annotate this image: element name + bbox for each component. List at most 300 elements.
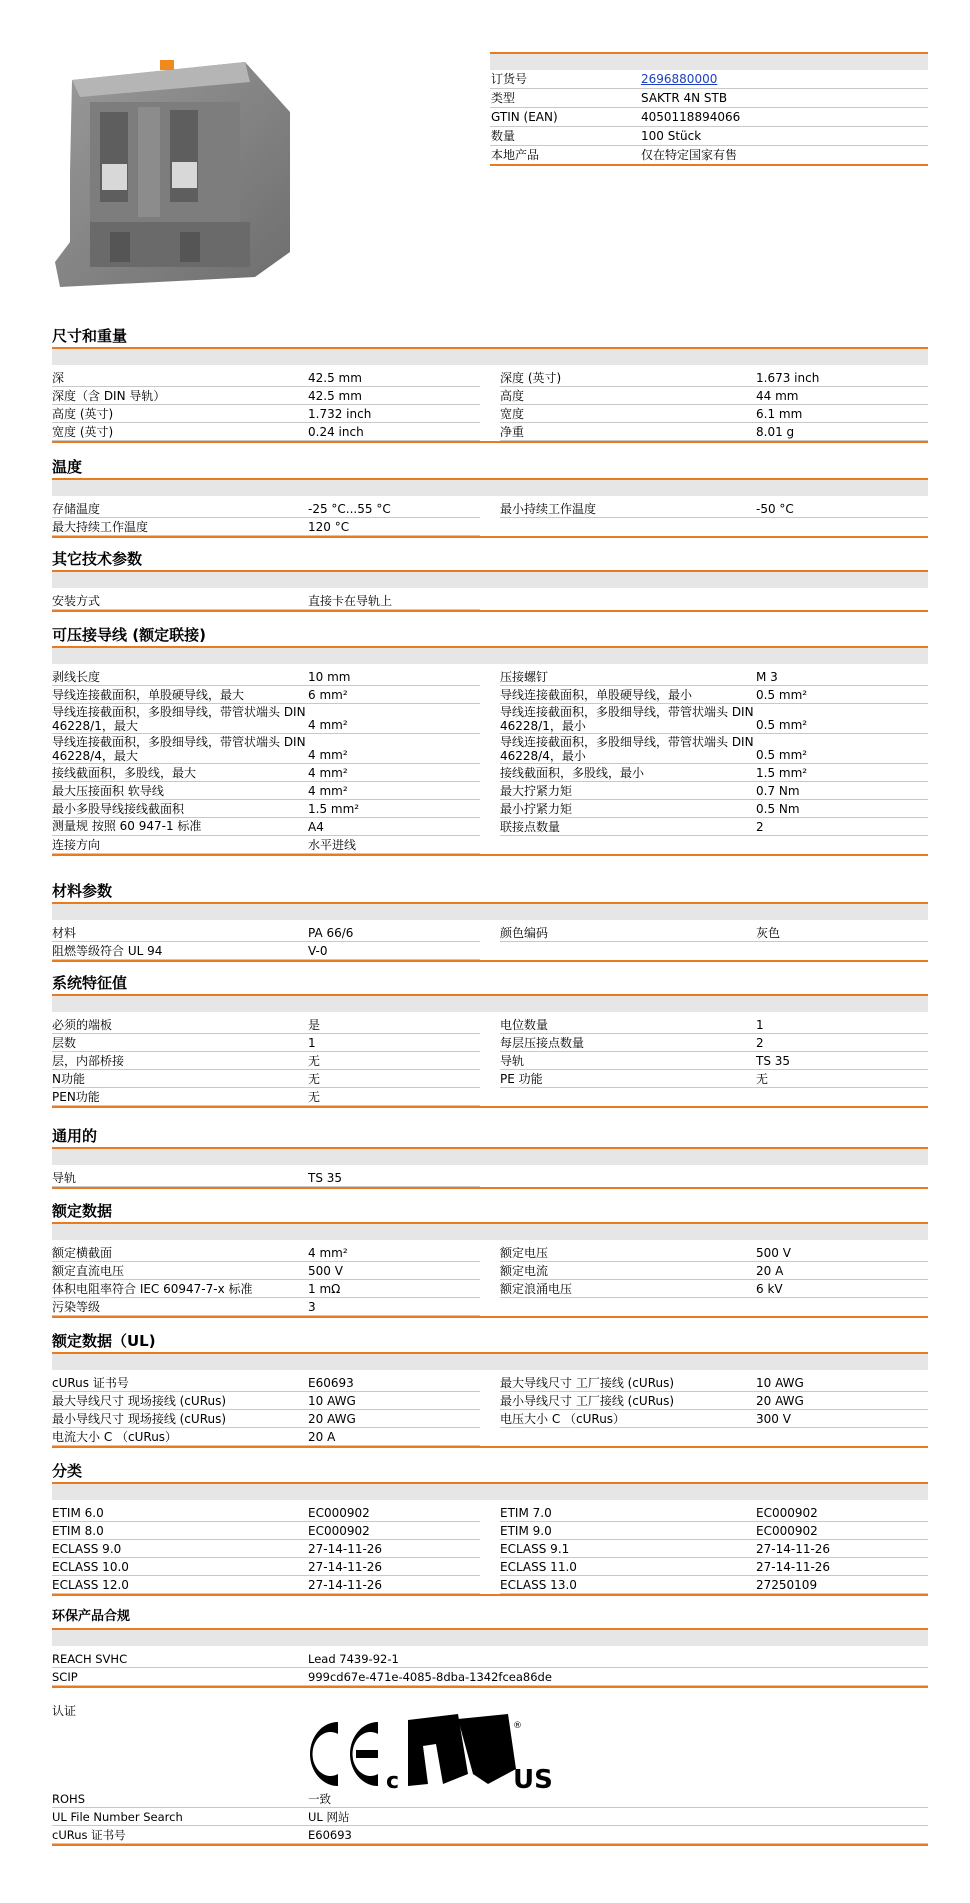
spec-cell	[52, 1392, 480, 1410]
section-other	[52, 548, 928, 612]
spec-value: 20 AWG	[308, 1412, 356, 1426]
spec-cell	[52, 1576, 480, 1594]
spec-label: 深度（含 DIN 导轨）	[52, 389, 166, 403]
info-row	[490, 127, 928, 146]
spec-row	[52, 1169, 928, 1187]
spec-label: 电压大小 C （cURus）	[500, 1412, 626, 1426]
section-rows	[52, 1504, 928, 1596]
spec-cell	[500, 1034, 928, 1052]
info-label: 类型	[491, 91, 516, 105]
info-row	[490, 108, 928, 127]
spec-label: 额定电流	[500, 1264, 549, 1278]
spec-value: 0.5 Nm	[756, 802, 800, 816]
spec-cell	[52, 500, 480, 518]
section-rows	[52, 1016, 928, 1108]
spec-value: 1 mΩ	[308, 1282, 341, 1296]
cert-row-label: ROHS	[52, 1792, 85, 1806]
spec-row	[52, 500, 928, 518]
section-title: 分类	[52, 1462, 83, 1480]
spec-row	[52, 924, 928, 942]
spec-cell	[500, 764, 928, 782]
section-temp	[52, 456, 928, 538]
spec-value: 无	[756, 1072, 769, 1086]
gray-band	[52, 480, 928, 496]
spec-label: 高度 (英寸)	[52, 407, 114, 421]
spec-cell	[500, 704, 928, 734]
spec-cell	[500, 818, 928, 836]
spec-cell	[52, 1070, 480, 1088]
info-label: 数量	[491, 129, 516, 143]
section-title: 环保产品合规	[52, 1609, 131, 1624]
spec-label: 最大压接面积 软导线	[52, 784, 164, 798]
gray-band	[52, 572, 928, 588]
spec-value: 4 mm²	[308, 718, 348, 732]
spec-label: 导线连接截面积，多股细导线，带管状端头 DIN 46228/4，最小	[500, 735, 754, 763]
spec-label: 宽度	[500, 407, 525, 421]
svg-text:®: ®	[513, 1721, 522, 1731]
spec-row	[52, 1522, 928, 1540]
spec-label: 层数	[52, 1036, 77, 1050]
section-material	[52, 880, 928, 962]
spec-cell	[500, 1522, 928, 1540]
spec-value: -50 °C	[756, 502, 794, 516]
spec-row	[52, 387, 928, 405]
spec-value: 无	[308, 1072, 321, 1086]
spec-cell	[500, 668, 928, 686]
spec-label: ETIM 6.0	[52, 1506, 104, 1520]
cert-row-value: 一致	[308, 1792, 331, 1806]
spec-value: 27-14-11-26	[756, 1542, 831, 1556]
spec-label: 阻燃等级符合 UL 94	[52, 944, 163, 958]
spec-cell	[500, 1504, 928, 1522]
spec-row	[52, 592, 928, 610]
spec-label: 安装方式	[52, 594, 101, 608]
spec-value: 0.5 mm²	[756, 748, 808, 762]
info-label: 本地产品	[491, 148, 540, 162]
spec-cell	[52, 1262, 480, 1280]
spec-value: 1.5 mm²	[756, 766, 808, 780]
spec-cell	[52, 1034, 480, 1052]
section-general	[52, 1125, 928, 1189]
spec-row	[52, 1668, 928, 1686]
spec-value: TS 35	[308, 1171, 343, 1185]
spec-value: EC000902	[308, 1506, 370, 1520]
spec-value: 42.5 mm	[308, 371, 362, 385]
spec-cell	[52, 704, 480, 734]
spec-value: 10 mm	[308, 670, 351, 684]
spec-row	[52, 1052, 928, 1070]
gray-band	[52, 1484, 928, 1500]
spec-label: 接线截面积，多股线，最大	[52, 766, 197, 780]
info-label: GTIN (EAN)	[491, 110, 558, 124]
spec-label: 高度	[500, 389, 525, 403]
spec-row	[52, 1016, 928, 1034]
product-image	[50, 52, 295, 287]
spec-value: 999cd67e-471e-4085-8dba-1342fcea86de	[308, 1670, 552, 1684]
spec-value: 500 V	[308, 1264, 343, 1278]
spec-cell	[500, 369, 928, 387]
spec-label: 材料	[52, 926, 77, 940]
spec-label: 净重	[500, 425, 525, 439]
spec-row	[52, 369, 928, 387]
spec-label: 深度 (英寸)	[500, 371, 562, 385]
spec-label: N功能	[52, 1072, 85, 1086]
gray-band	[490, 54, 928, 70]
spec-value: 27-14-11-26	[308, 1578, 383, 1592]
spec-row	[52, 1070, 928, 1088]
spec-cell	[52, 1016, 480, 1034]
spec-label: ECLASS 12.0	[52, 1578, 129, 1592]
spec-value: A4	[308, 820, 324, 834]
spec-value: 6 mm²	[308, 688, 348, 702]
spec-value: 20 A	[756, 1264, 784, 1278]
spec-cell	[52, 836, 480, 854]
spec-value: 1	[308, 1036, 316, 1050]
spec-cell	[52, 1522, 480, 1540]
info-value[interactable]	[641, 70, 928, 88]
spec-value: 1.673 inch	[756, 371, 820, 385]
spec-row	[52, 1540, 928, 1558]
spec-cell	[52, 1826, 928, 1844]
spec-label: 联接点数量	[500, 820, 561, 834]
spec-row	[52, 1558, 928, 1576]
spec-value: 4 mm²	[308, 784, 348, 798]
spec-value: 6 kV	[756, 1282, 783, 1296]
spec-label: 连接方向	[52, 838, 101, 852]
info-row	[490, 89, 928, 108]
spec-value: 0.5 mm²	[756, 688, 808, 702]
spec-label: ECLASS 9.1	[500, 1542, 570, 1556]
spec-value: V-0	[308, 944, 328, 958]
spec-label: 额定电压	[500, 1246, 549, 1260]
spec-label: 压接螺钉	[500, 670, 549, 684]
spec-cell	[52, 1052, 480, 1070]
spec-cell	[500, 423, 928, 441]
spec-label: ECLASS 11.0	[500, 1560, 577, 1574]
cert-row	[52, 1808, 928, 1826]
spec-value: 27-14-11-26	[308, 1542, 383, 1556]
info-row	[490, 146, 928, 166]
spec-value: 1.5 mm²	[308, 802, 360, 816]
spec-cell	[52, 1280, 480, 1298]
spec-label: ECLASS 9.0	[52, 1542, 122, 1556]
spec-row	[52, 818, 928, 836]
spec-label: 颜色编码	[500, 926, 549, 940]
spec-value: 8.01 g	[756, 425, 795, 439]
spec-value: 10 AWG	[308, 1394, 356, 1408]
spec-label: 最小多股导线接线截面积	[52, 802, 185, 816]
spec-row	[52, 1650, 928, 1668]
spec-cell	[52, 1790, 928, 1808]
spec-value: EC000902	[756, 1524, 818, 1538]
spec-cell	[52, 1540, 480, 1558]
spec-value: EC000902	[308, 1524, 370, 1538]
info-row	[490, 70, 928, 89]
spec-value: 4 mm²	[308, 1246, 348, 1260]
spec-cell	[52, 518, 480, 536]
spec-value: PA 66/6	[308, 926, 354, 940]
spec-cell	[52, 1428, 480, 1446]
spec-value: E60693	[308, 1376, 354, 1390]
spec-cell	[52, 387, 480, 405]
section-rows	[52, 500, 928, 538]
spec-value: 2	[756, 1036, 764, 1050]
spec-label: 最大导线尺寸 现场接线 (cURus)	[52, 1394, 227, 1408]
spec-value: 27-14-11-26	[756, 1560, 831, 1574]
spec-label: 导线连接截面积，单股硬导线，最大	[52, 688, 245, 702]
section-rated	[52, 1200, 928, 1318]
spec-label: PE 功能	[500, 1072, 543, 1086]
spec-value: 27-14-11-26	[308, 1560, 383, 1574]
section-rows	[52, 924, 928, 962]
spec-row	[52, 800, 928, 818]
section-rows	[52, 668, 928, 856]
cert-row	[52, 1790, 928, 1808]
spec-cell	[52, 1298, 480, 1316]
spec-cell	[52, 1374, 480, 1392]
spec-label: 导线连接截面积，多股细导线，带管状端头 DIN 46228/4，最大	[52, 735, 306, 763]
spec-cell	[52, 592, 480, 610]
product-info-table	[490, 52, 928, 166]
svg-text:US: US	[513, 1765, 553, 1794]
spec-value: 42.5 mm	[308, 389, 362, 403]
spec-row	[52, 1410, 928, 1428]
spec-label: PEN功能	[52, 1090, 100, 1104]
spec-value: 0.24 inch	[308, 425, 364, 439]
spec-cell	[52, 734, 480, 764]
cert-row-value: E60693	[308, 1828, 352, 1842]
gray-band	[52, 648, 928, 664]
spec-value: M 3	[756, 670, 778, 684]
spec-cell	[500, 1070, 928, 1088]
spec-cell	[52, 1504, 480, 1522]
gray-band	[52, 1354, 928, 1370]
spec-value: 27250109	[756, 1578, 818, 1592]
spec-label: 宽度 (英寸)	[52, 425, 114, 439]
spec-value: 120 °C	[308, 520, 350, 534]
spec-value: Lead 7439-92-1	[308, 1652, 399, 1666]
gray-band	[52, 996, 928, 1012]
spec-label: 电位数量	[500, 1018, 549, 1032]
spec-row	[52, 1504, 928, 1522]
spec-row	[52, 1262, 928, 1280]
spec-value: 是	[308, 1018, 321, 1032]
spec-cell	[52, 782, 480, 800]
spec-label: ETIM 9.0	[500, 1524, 552, 1538]
spec-label: 体积电阻率符合 IEC 60947-7-x 标准	[52, 1282, 253, 1296]
spec-value: 2	[756, 820, 764, 834]
spec-label: 导线连接截面积，单股硬导线，最小	[500, 688, 693, 702]
spec-cell	[52, 942, 480, 960]
section-rows	[52, 369, 928, 443]
section-title: 额定数据（UL)	[52, 1332, 156, 1350]
gray-band	[52, 1149, 928, 1165]
spec-cell	[500, 1576, 928, 1594]
spec-cell	[500, 800, 928, 818]
gray-band	[52, 349, 928, 365]
spec-cell	[52, 686, 480, 704]
spec-label: 存储温度	[52, 502, 101, 516]
spec-cell	[500, 1244, 928, 1262]
spec-value: 4 mm²	[308, 766, 348, 780]
spec-label: 导轨	[52, 1171, 77, 1185]
spec-label: 最小持续工作温度	[500, 502, 597, 516]
section-system	[52, 972, 928, 1108]
spec-label: ECLASS 10.0	[52, 1560, 129, 1574]
spec-value: 1	[756, 1018, 764, 1032]
section-rows	[52, 1244, 928, 1318]
spec-label: 导轨	[500, 1054, 525, 1068]
spec-label: 测量规 按照 60 947-1 标准	[52, 819, 202, 833]
spec-value: TS 35	[756, 1054, 791, 1068]
spec-cell	[500, 1052, 928, 1070]
spec-cell	[500, 1558, 928, 1576]
section-dims	[52, 325, 928, 443]
spec-cell	[52, 1244, 480, 1262]
spec-value: 0.5 mm²	[756, 718, 808, 732]
spec-value: 10 AWG	[756, 1376, 804, 1390]
spec-cell	[52, 764, 480, 782]
spec-label: SCIP	[52, 1670, 78, 1684]
spec-row	[52, 782, 928, 800]
spec-cell	[500, 924, 928, 942]
spec-cell	[500, 1016, 928, 1034]
spec-cell	[52, 668, 480, 686]
spec-cell	[500, 500, 928, 518]
spec-value: -25 °C...55 °C	[308, 502, 391, 516]
spec-row	[52, 1088, 928, 1106]
section-title: 材料参数	[52, 882, 113, 900]
section-class	[52, 1460, 928, 1596]
cert-logos-icon	[308, 1714, 578, 1794]
spec-value: 6.1 mm	[756, 407, 803, 421]
spec-row	[52, 1244, 928, 1262]
spec-label: 接线截面积，多股线，最小	[500, 766, 645, 780]
spec-value: 水平进线	[308, 838, 357, 852]
spec-cell	[500, 1374, 928, 1392]
info-value: 仅在特定国家有售	[641, 148, 738, 162]
section-rows	[52, 1169, 928, 1189]
section-env	[52, 1606, 928, 1688]
spec-cell	[500, 1280, 928, 1298]
spec-cell	[500, 734, 928, 764]
spec-cell	[52, 800, 480, 818]
spec-label: 导线连接截面积，多股细导线，带管状端头 DIN 46228/1，最大	[52, 705, 306, 733]
spec-label: cURus 证书号	[52, 1376, 129, 1390]
spec-value: 4 mm²	[308, 748, 348, 762]
spec-cell	[500, 1262, 928, 1280]
section-rows	[52, 1374, 928, 1448]
spec-cell	[52, 1088, 480, 1106]
spec-value: 20 A	[308, 1430, 336, 1444]
spec-value: 20 AWG	[756, 1394, 804, 1408]
spec-row	[52, 836, 928, 854]
section-title: 通用的	[52, 1127, 98, 1145]
section-wire	[52, 624, 928, 856]
spec-row	[52, 668, 928, 686]
info-value: 100 Stück	[641, 129, 702, 143]
spec-value: 3	[308, 1300, 316, 1314]
spec-cell	[500, 1392, 928, 1410]
spec-value: EC000902	[756, 1506, 818, 1520]
section-title: 其它技术参数	[52, 550, 143, 568]
cert-label: 认证	[52, 1704, 77, 1718]
section-rows	[52, 592, 928, 612]
svg-text:c: c	[386, 1769, 400, 1794]
spec-row	[52, 1280, 928, 1298]
spec-row	[52, 942, 928, 960]
spec-label: 污染等级	[52, 1300, 101, 1314]
spec-row	[52, 1298, 928, 1316]
spec-row	[52, 405, 928, 423]
spec-row	[52, 734, 928, 764]
info-value: 4050118894066	[641, 110, 741, 124]
gray-band	[52, 1630, 928, 1646]
spec-label: 剥线长度	[52, 670, 101, 684]
section-title: 可压接导线 (额定联接)	[52, 626, 206, 644]
spec-row	[52, 1034, 928, 1052]
spec-cell	[52, 369, 480, 387]
spec-label: 额定直流电压	[52, 1264, 125, 1278]
spec-cell	[500, 1540, 928, 1558]
spec-cell	[52, 1410, 480, 1428]
spec-cell	[52, 924, 480, 942]
section-title: 额定数据	[52, 1202, 113, 1220]
spec-value: 灰色	[756, 926, 781, 940]
info-value: SAKTR 4N STB	[641, 91, 728, 105]
info-label: 订货号	[491, 72, 528, 86]
cert-row-value[interactable]: UL 网站	[308, 1810, 350, 1824]
cert-row-label: cURus 证书号	[52, 1828, 126, 1842]
gray-band	[52, 1224, 928, 1240]
spec-cell	[52, 1808, 928, 1826]
spec-label: 额定横截面	[52, 1246, 113, 1260]
spec-label: ETIM 7.0	[500, 1506, 552, 1520]
spec-value: 直接卡在导轨上	[308, 594, 393, 608]
spec-row	[52, 1392, 928, 1410]
spec-label: 最小导线尺寸 现场接线 (cURus)	[52, 1412, 227, 1426]
spec-label: ETIM 8.0	[52, 1524, 104, 1538]
spec-value: 0.7 Nm	[756, 784, 800, 798]
spec-cell	[500, 387, 928, 405]
order-number-link[interactable]: 2696880000	[641, 72, 718, 86]
spec-label: ECLASS 13.0	[500, 1578, 577, 1592]
spec-row	[52, 1428, 928, 1446]
spec-value: 500 V	[756, 1246, 791, 1260]
spec-row	[52, 704, 928, 734]
spec-value: 44 mm	[756, 389, 799, 403]
spec-cell	[52, 405, 480, 423]
spec-cell	[500, 1410, 928, 1428]
spec-cell	[500, 405, 928, 423]
section-title: 系统特征值	[52, 974, 128, 992]
cert-row	[52, 1826, 928, 1844]
spec-row	[52, 1374, 928, 1392]
spec-value: 300 V	[756, 1412, 791, 1426]
spec-value: 无	[308, 1054, 321, 1068]
spec-value: 无	[308, 1090, 321, 1104]
spec-label: 深	[52, 371, 65, 385]
spec-cell	[52, 1668, 928, 1686]
spec-label: 电流大小 C （cURus）	[52, 1430, 178, 1444]
gray-band	[52, 904, 928, 920]
spec-cell	[52, 1169, 480, 1187]
spec-cell	[52, 818, 480, 836]
spec-label: 最大持续工作温度	[52, 520, 149, 534]
section-rows	[52, 1650, 928, 1688]
spec-label: 最大拧紧力矩	[500, 784, 573, 798]
section-title: 尺寸和重量	[52, 327, 128, 345]
